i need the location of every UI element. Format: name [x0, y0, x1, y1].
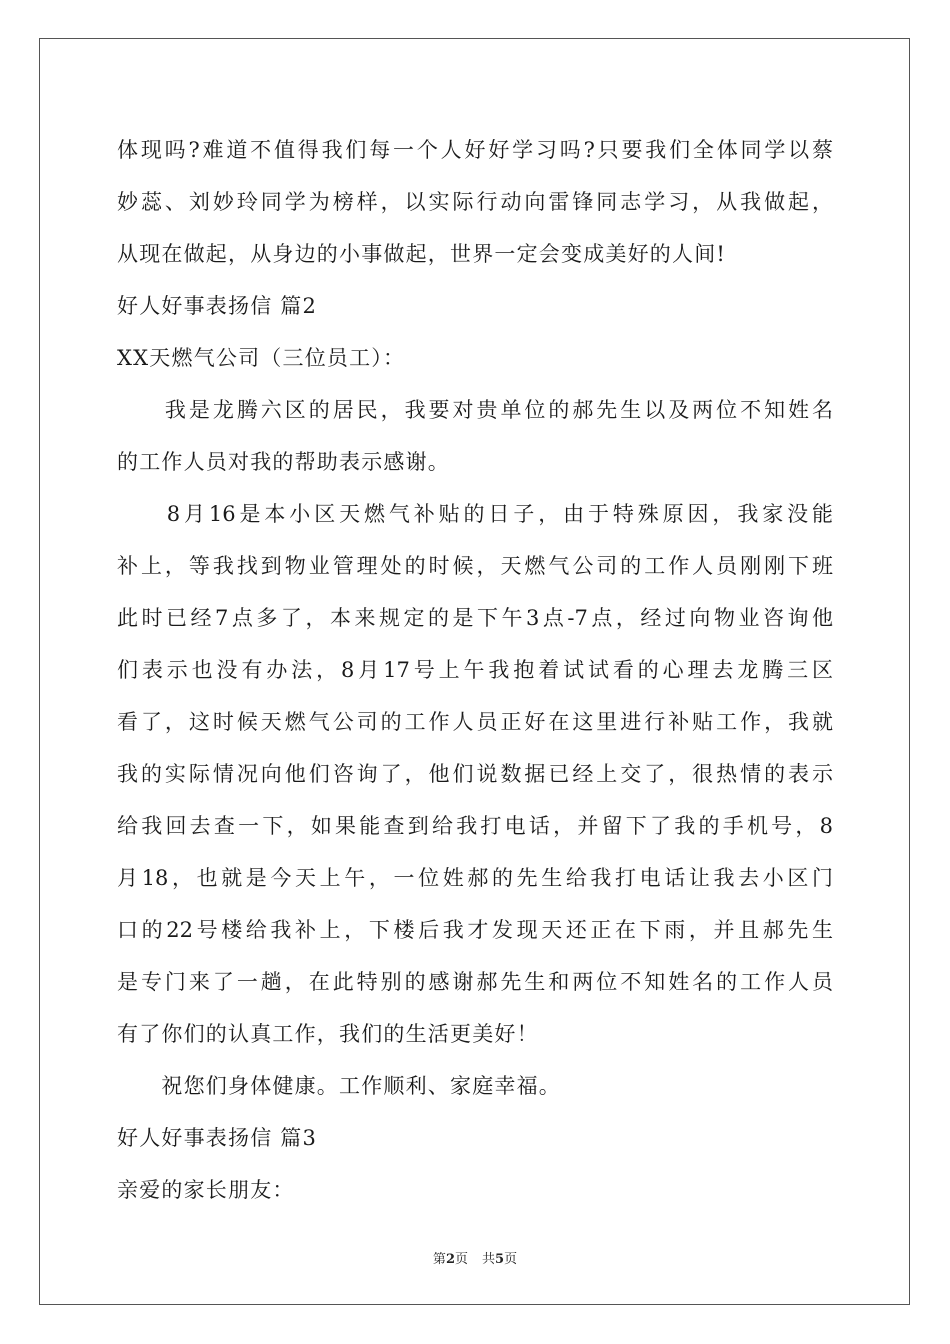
section-heading: 好人好事表扬信 篇2 — [117, 294, 318, 318]
paragraph-line: 从现在做起，从身边的小事做起，世界一定会变成美好的人间! — [117, 242, 727, 266]
page-prefix: 第 — [432, 1252, 446, 1267]
total-prefix: 共 — [482, 1252, 496, 1267]
paragraph-line: 8月16是本小区天燃气补贴的日子，由于特殊原因，我家没能 — [117, 502, 833, 526]
paragraph-line: 有了你们的认真工作，我们的生活更美好！ — [117, 1022, 539, 1046]
paragraph-line: 看了，这时候天燃气公司的工作人员正好在这里进行补贴工作，我就 — [117, 710, 833, 734]
paragraph-line: 补上，等我找到物业管理处的时候，天燃气公司的工作人员刚刚下班 — [117, 554, 833, 578]
paragraph-line: 们表示也没有办法，8月17号上午我抱着试试看的心理去龙腾三区 — [117, 658, 833, 682]
salutation: 亲爱的家长朋友： — [117, 1178, 295, 1202]
page-suffix: 页 — [454, 1252, 468, 1267]
paragraph-line: 是专门来了一趟，在此特别的感谢郝先生和两位不知姓名的工作人员 — [117, 970, 833, 994]
paragraph-line: 此时已经7点多了，本来规定的是下午3点-7点，经过向物业咨询他 — [117, 606, 833, 630]
paragraph-line: 的工作人员对我的帮助表示感谢。 — [117, 450, 450, 474]
paragraph-line: 我的实际情况向他们咨询了，他们说数据已经上交了，很热情的表示 — [117, 762, 833, 786]
closing-wish: 祝您们身体健康。工作顺利、家庭幸福。 — [117, 1074, 561, 1098]
paragraph-line: 妙蕊、刘妙玲同学为榜样，以实际行动向雷锋同志学习，从我做起， — [117, 190, 833, 214]
page-current: 2 — [445, 1252, 455, 1267]
paragraph-line: 我是龙腾六区的居民，我要对贵单位的郝先生以及两位不知姓名 — [117, 398, 833, 422]
paragraph-line: 月18，也就是今天上午，一位姓郝的先生给我打电话让我去小区门 — [117, 866, 833, 890]
salutation: XX天燃气公司（三位员工）： — [117, 346, 406, 370]
total-suffix: 页 — [504, 1252, 518, 1267]
section-heading: 好人好事表扬信 篇3 — [117, 1126, 318, 1150]
paragraph-line: 体现吗?难道不值得我们每一个人好好学习吗?只要我们全体同学以蔡 — [117, 138, 833, 162]
paragraph-line: 口的22号楼给我补上，下楼后我才发现天还正在下雨，并且郝先生 — [117, 918, 833, 942]
page-footer — [0, 1248, 950, 1267]
paragraph-line: 给我回去查一下，如果能查到给我打电话，并留下了我的手机号，8 — [117, 814, 833, 838]
page-total: 5 — [495, 1252, 505, 1267]
